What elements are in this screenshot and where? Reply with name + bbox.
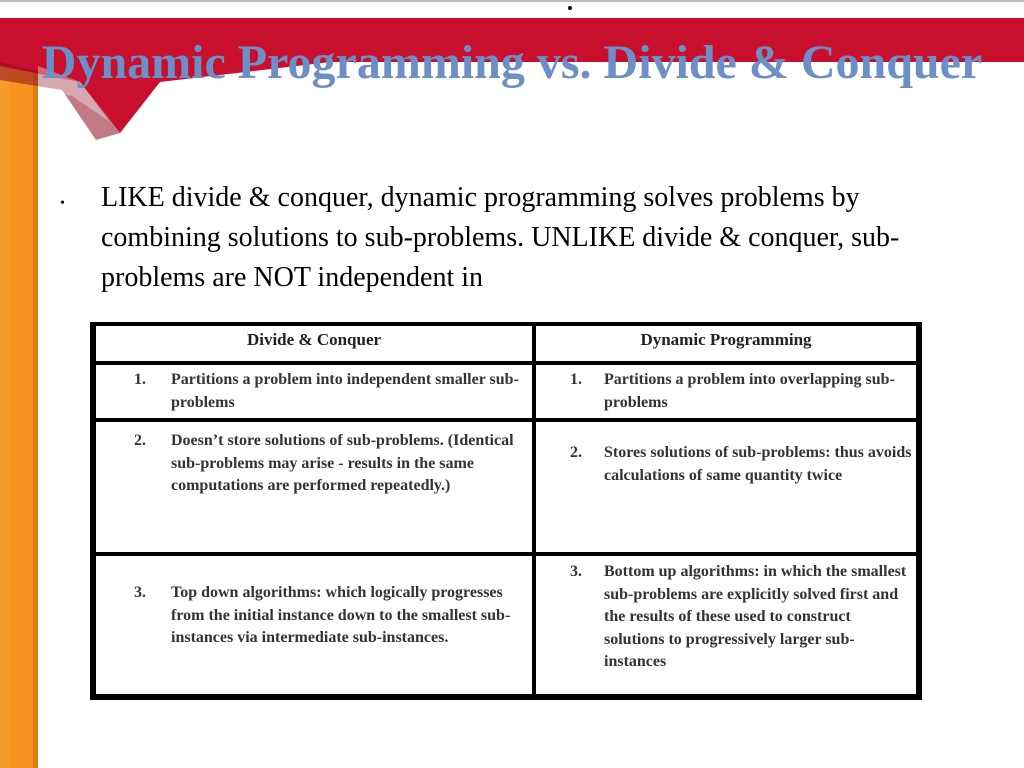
table-row-3-right xyxy=(536,556,916,694)
item-number: 2. xyxy=(134,432,146,449)
bullet-text: LIKE divide & conquer, dynamic programming solves problems by combining solutions to sub-problems. UNLIKE divide & conquer, sub-problems are NOT independent in xyxy=(101,182,900,293)
header-label: Divide & Conquer xyxy=(246,330,382,349)
table-row-1-left xyxy=(96,365,532,418)
item-number: 3. xyxy=(134,584,146,601)
item-text: Partitions a problem into independent smaller sub-problems xyxy=(171,371,519,411)
comparison-table xyxy=(90,322,922,700)
table-row-1-right xyxy=(536,365,916,418)
decorative-dot xyxy=(568,6,572,10)
bullet-block xyxy=(60,178,940,300)
header-label: Dynamic Programming xyxy=(640,330,812,349)
item-text: Stores solutions of sub-problems: thus avoids calculations of same quantity twice xyxy=(604,444,912,484)
item-number: 2. xyxy=(570,444,582,461)
table-header-dynamic-programming xyxy=(536,326,916,361)
item-text: Bottom up algorithms: in which the smallest sub-problems are explicitly solved first and the results of these used to construct solutions to progressively larger sub-instances xyxy=(604,563,907,670)
bullet-marker: • xyxy=(60,196,65,211)
item-text: Doesn’t store solutions of sub-problems. (Identical sub-problems may arise - results in the same computations are performed repeatedly.) xyxy=(171,432,514,494)
table-row-2-left xyxy=(96,422,532,552)
item-number: 3. xyxy=(570,563,582,580)
table-row-2-right xyxy=(536,422,916,552)
item-text: Partitions a problem into overlapping sub-problems xyxy=(604,371,895,411)
item-text: Top down algorithms: which logically progresses from the initial instance down to the smallest sub-instances via intermediate sub-instances. xyxy=(171,584,511,646)
item-number: 1. xyxy=(134,371,146,388)
slide-title: Dynamic Programming vs. Divide & Conquer xyxy=(41,36,983,89)
table-header-divide-conquer xyxy=(96,326,532,361)
item-number: 1. xyxy=(570,371,582,388)
table-row-3-left xyxy=(96,556,532,694)
